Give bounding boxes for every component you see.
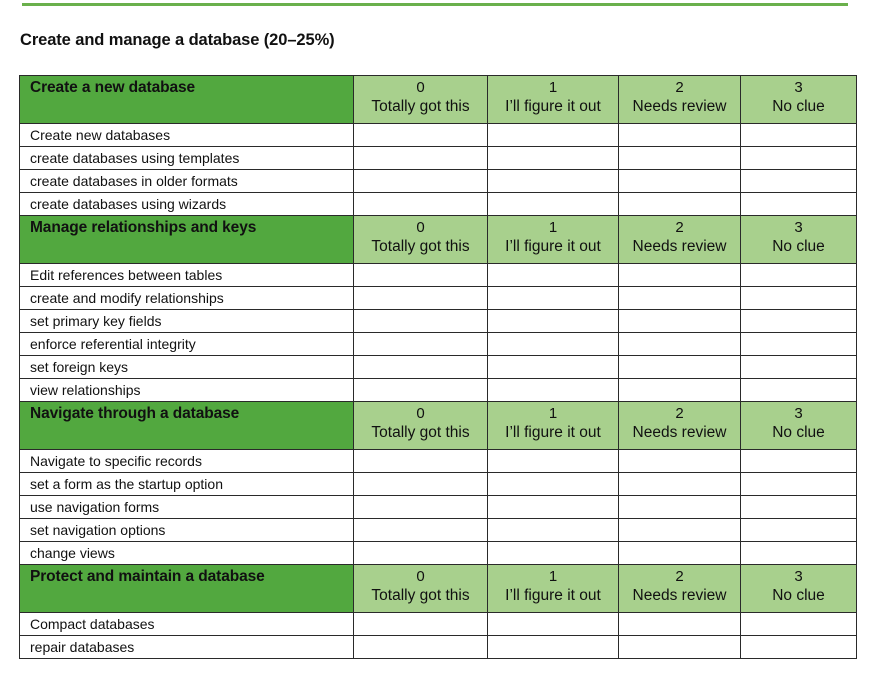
rating-cell[interactable] xyxy=(741,636,857,659)
rating-cell[interactable] xyxy=(619,147,741,170)
scale-value: 2 xyxy=(675,79,684,96)
rating-cell[interactable] xyxy=(488,124,619,147)
scale-header-cell xyxy=(741,76,857,124)
rating-cell[interactable] xyxy=(488,147,619,170)
scale-header-cell xyxy=(488,402,619,450)
table-body xyxy=(20,76,857,659)
skill-label: create databases in older formats xyxy=(20,170,354,193)
rating-cell[interactable] xyxy=(354,124,488,147)
rating-cell[interactable] xyxy=(354,450,488,473)
rating-cell[interactable] xyxy=(741,379,857,402)
rating-cell[interactable] xyxy=(488,473,619,496)
scale-label: No clue xyxy=(772,587,825,604)
rating-cell[interactable] xyxy=(741,613,857,636)
rating-cell[interactable] xyxy=(354,170,488,193)
section-title: Navigate through a database xyxy=(20,402,354,450)
rating-cell[interactable] xyxy=(488,333,619,356)
scale-value: 3 xyxy=(794,79,803,96)
scale-label: I’ll figure it out xyxy=(505,98,601,115)
table-row xyxy=(20,356,857,379)
rating-cell[interactable] xyxy=(619,170,741,193)
rating-cell[interactable] xyxy=(354,519,488,542)
scale-value: 2 xyxy=(675,405,684,422)
scale-label: Totally got this xyxy=(371,98,470,115)
rating-cell[interactable] xyxy=(488,450,619,473)
rating-cell[interactable] xyxy=(488,379,619,402)
table-row xyxy=(20,542,857,565)
scale-label: Needs review xyxy=(632,238,727,255)
scale-label: Totally got this xyxy=(371,238,470,255)
scale-label: Needs review xyxy=(632,587,727,604)
section-header-row xyxy=(20,76,857,124)
scale-label: No clue xyxy=(772,238,825,255)
rating-cell[interactable] xyxy=(741,473,857,496)
scale-label: Totally got this xyxy=(371,424,470,441)
scale-header-cell xyxy=(741,565,857,613)
rating-cell[interactable] xyxy=(488,264,619,287)
rating-cell[interactable] xyxy=(354,473,488,496)
scale-label: No clue xyxy=(772,98,825,115)
rating-cell[interactable] xyxy=(741,287,857,310)
rating-cell[interactable] xyxy=(741,542,857,565)
rating-cell[interactable] xyxy=(619,450,741,473)
rating-cell[interactable] xyxy=(354,310,488,333)
scale-value: 2 xyxy=(675,219,684,236)
rating-cell[interactable] xyxy=(354,333,488,356)
rating-cell[interactable] xyxy=(741,356,857,379)
scale-value: 1 xyxy=(548,79,558,96)
scale-header-cell xyxy=(354,402,488,450)
scale-label: No clue xyxy=(772,424,825,441)
scale-value: 3 xyxy=(794,568,803,585)
rating-cell[interactable] xyxy=(488,519,619,542)
scale-label: Needs review xyxy=(632,424,727,441)
rating-cell[interactable] xyxy=(619,519,741,542)
rating-cell[interactable] xyxy=(354,356,488,379)
rating-cell[interactable] xyxy=(354,193,488,216)
skill-label: set foreign keys xyxy=(20,356,354,379)
skill-label: set primary key fields xyxy=(20,310,354,333)
rating-cell[interactable] xyxy=(488,356,619,379)
scale-value: 1 xyxy=(548,219,558,236)
table-row xyxy=(20,170,857,193)
rating-cell[interactable] xyxy=(488,613,619,636)
table-row xyxy=(20,450,857,473)
scale-label: I’ll figure it out xyxy=(505,587,601,604)
scale-header-cell xyxy=(619,76,741,124)
skill-label: repair databases xyxy=(20,636,354,659)
rating-cell[interactable] xyxy=(619,636,741,659)
scale-value: 0 xyxy=(416,79,425,96)
skill-label: set navigation options xyxy=(20,519,354,542)
skill-label: view relationships xyxy=(20,379,354,402)
rating-cell[interactable] xyxy=(488,310,619,333)
scale-header-cell xyxy=(488,216,619,264)
rating-cell[interactable] xyxy=(741,519,857,542)
scale-value: 1 xyxy=(548,568,558,585)
table-row xyxy=(20,519,857,542)
table-row xyxy=(20,310,857,333)
rating-cell[interactable] xyxy=(488,636,619,659)
scale-header-cell xyxy=(354,76,488,124)
scale-header-cell xyxy=(354,565,488,613)
rating-cell[interactable] xyxy=(619,287,741,310)
scale-header-cell xyxy=(354,216,488,264)
skill-label: change views xyxy=(20,542,354,565)
rating-cell[interactable] xyxy=(488,542,619,565)
rating-cell[interactable] xyxy=(619,264,741,287)
rating-cell[interactable] xyxy=(354,379,488,402)
table-row xyxy=(20,147,857,170)
table-row xyxy=(20,496,857,519)
rating-cell[interactable] xyxy=(619,193,741,216)
scale-label: Needs review xyxy=(632,98,727,115)
scale-label: I’ll figure it out xyxy=(505,424,601,441)
scale-header-cell xyxy=(741,402,857,450)
skill-label: Navigate to specific records xyxy=(20,450,354,473)
skill-label: use navigation forms xyxy=(20,496,354,519)
rating-cell[interactable] xyxy=(741,124,857,147)
rating-cell[interactable] xyxy=(354,496,488,519)
rating-cell[interactable] xyxy=(619,473,741,496)
rating-cell[interactable] xyxy=(354,147,488,170)
scale-value: 0 xyxy=(416,219,425,236)
rating-cell[interactable] xyxy=(354,287,488,310)
top-divider xyxy=(22,3,848,6)
self-assessment-table xyxy=(19,75,857,659)
scale-value: 1 xyxy=(548,405,558,422)
section-header-row xyxy=(20,565,857,613)
scale-header-cell xyxy=(488,565,619,613)
scale-label: Totally got this xyxy=(371,587,470,604)
rating-cell[interactable] xyxy=(741,496,857,519)
table-row xyxy=(20,333,857,356)
table-row xyxy=(20,613,857,636)
skill-label: Edit references between tables xyxy=(20,264,354,287)
scale-value: 0 xyxy=(416,405,425,422)
rating-cell[interactable] xyxy=(741,333,857,356)
rating-cell[interactable] xyxy=(619,542,741,565)
skill-label: create databases using wizards xyxy=(20,193,354,216)
rating-cell[interactable] xyxy=(354,613,488,636)
scale-label: I’ll figure it out xyxy=(505,238,601,255)
rating-cell[interactable] xyxy=(741,310,857,333)
scale-value: 3 xyxy=(794,219,803,236)
scale-header-cell xyxy=(619,565,741,613)
page-title: Create and manage a database (20–25%) xyxy=(20,31,335,49)
rating-cell[interactable] xyxy=(619,310,741,333)
scale-header-cell xyxy=(619,216,741,264)
scale-header-cell xyxy=(741,216,857,264)
skill-label: create databases using templates xyxy=(20,147,354,170)
rating-cell[interactable] xyxy=(619,379,741,402)
skill-label: Create new databases xyxy=(20,124,354,147)
table-row xyxy=(20,379,857,402)
table-row xyxy=(20,264,857,287)
skill-label: create and modify relationships xyxy=(20,287,354,310)
rating-cell[interactable] xyxy=(619,613,741,636)
section-title: Create a new database xyxy=(20,76,354,124)
scale-header-cell xyxy=(488,76,619,124)
rating-cell[interactable] xyxy=(619,356,741,379)
table-row xyxy=(20,636,857,659)
scale-header-cell xyxy=(619,402,741,450)
rating-cell[interactable] xyxy=(354,264,488,287)
section-header-row xyxy=(20,216,857,264)
table-row xyxy=(20,124,857,147)
scale-value: 2 xyxy=(675,568,684,585)
section-title: Manage relationships and keys xyxy=(20,216,354,264)
rating-cell[interactable] xyxy=(619,124,741,147)
skill-label: set a form as the startup option xyxy=(20,473,354,496)
skill-label: Compact databases xyxy=(20,613,354,636)
skill-label: enforce referential integrity xyxy=(20,333,354,356)
rating-cell[interactable] xyxy=(619,496,741,519)
rating-cell[interactable] xyxy=(741,264,857,287)
rating-cell[interactable] xyxy=(488,496,619,519)
table-row xyxy=(20,473,857,496)
scale-value: 3 xyxy=(794,405,803,422)
rating-cell[interactable] xyxy=(741,193,857,216)
scale-value: 0 xyxy=(416,568,425,585)
rating-cell[interactable] xyxy=(354,636,488,659)
rating-cell[interactable] xyxy=(741,147,857,170)
rating-cell[interactable] xyxy=(741,450,857,473)
section-header-row xyxy=(20,402,857,450)
rating-cell[interactable] xyxy=(488,193,619,216)
rating-cell[interactable] xyxy=(619,333,741,356)
table-row xyxy=(20,193,857,216)
rating-cell[interactable] xyxy=(354,542,488,565)
rating-cell[interactable] xyxy=(488,287,619,310)
rating-cell[interactable] xyxy=(741,170,857,193)
table-row xyxy=(20,287,857,310)
rating-cell[interactable] xyxy=(488,170,619,193)
section-title: Protect and maintain a database xyxy=(20,565,354,613)
